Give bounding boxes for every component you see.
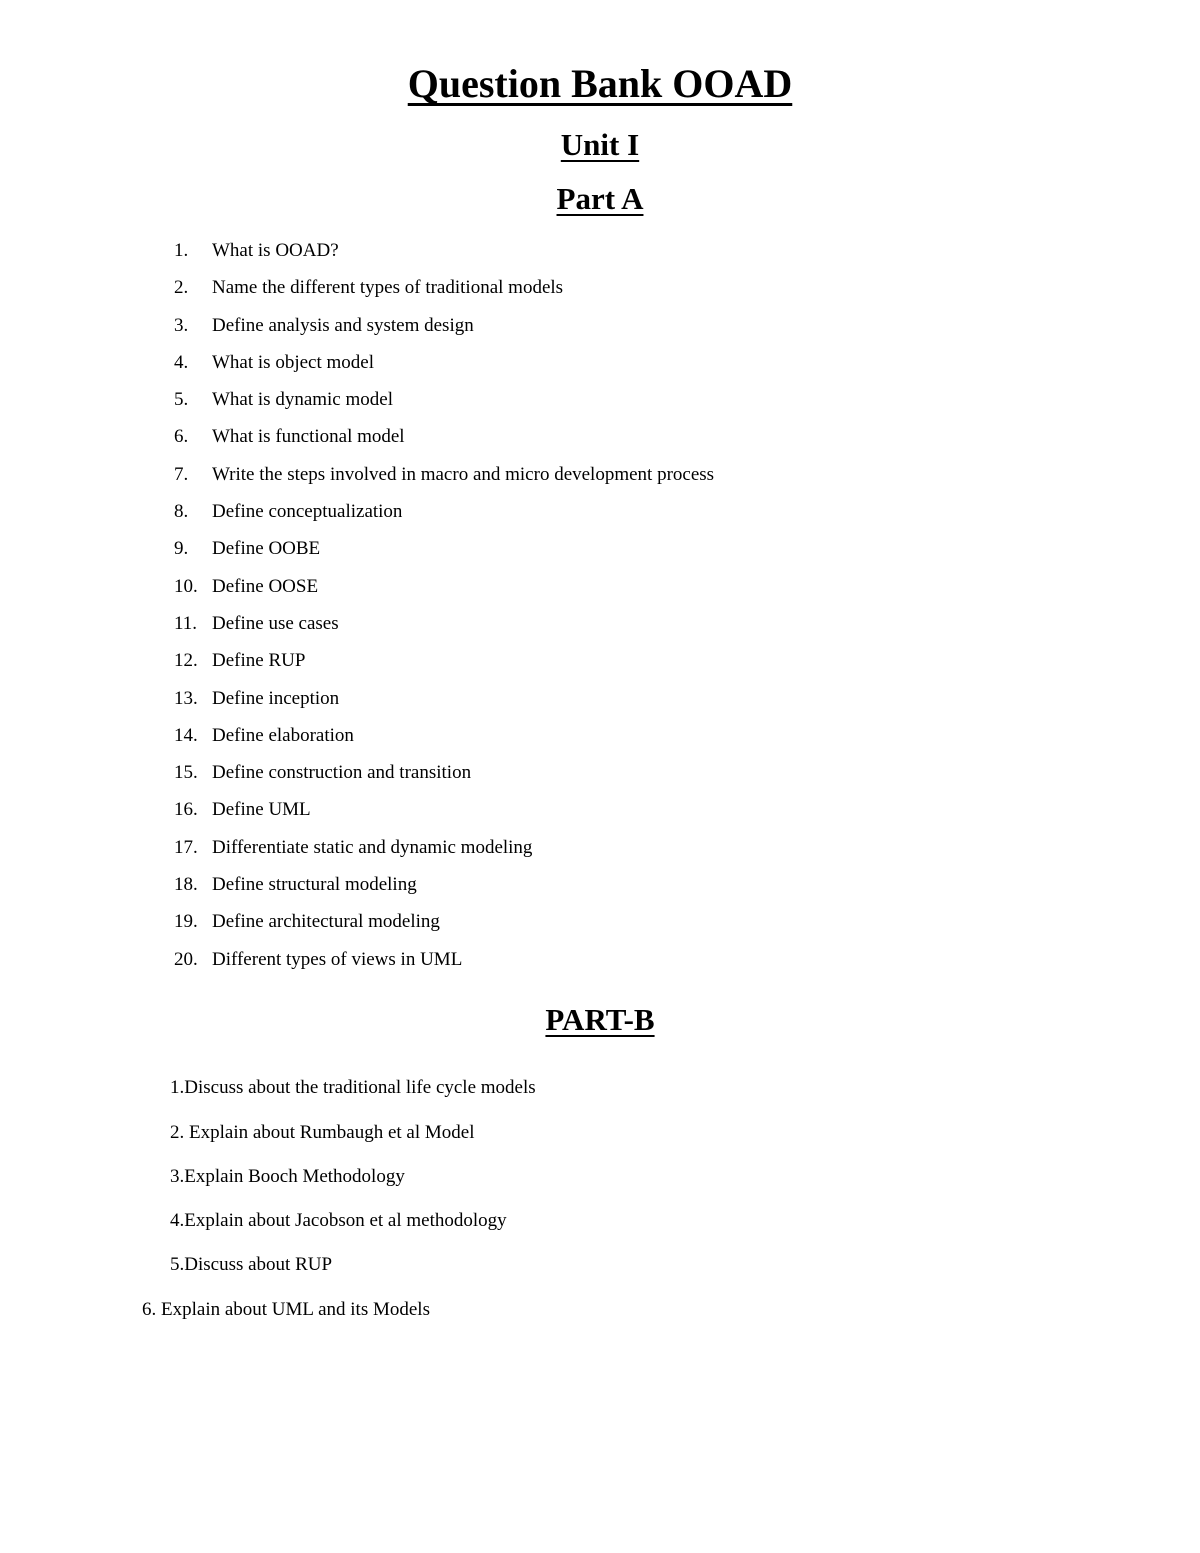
list-item [174, 647, 714, 684]
list-item [174, 573, 714, 610]
question-number: 19. [174, 911, 198, 933]
list-item [174, 349, 714, 386]
list-item [174, 274, 714, 311]
question-text: Define OOBE [212, 538, 321, 560]
question-number: 12. [174, 650, 198, 672]
question-number: 4. [174, 351, 189, 373]
question-number: 10. [174, 575, 198, 597]
list-item [174, 759, 714, 796]
question-number: 2. [174, 277, 189, 299]
list-item: 3.Explain Booch Methodology [170, 1166, 405, 1187]
question-number: 5. [174, 389, 189, 411]
part-a-question-list [174, 237, 714, 983]
list-item [174, 498, 714, 535]
list-item [174, 685, 714, 722]
list-item [174, 237, 714, 274]
question-text: Define OOSE [212, 575, 319, 597]
question-text: Define conceptualization [212, 501, 403, 523]
list-item [174, 312, 714, 349]
question-text: Define inception [212, 687, 340, 709]
list-item: 2. Explain about Rumbaugh et al Model [170, 1122, 475, 1143]
question-text: What is functional model [212, 426, 405, 448]
question-text: Write the steps involved in macro and micro development process [212, 463, 715, 485]
question-text: Define elaboration [212, 724, 354, 746]
question-text: Define architectural modeling [212, 911, 440, 933]
question-number: 20. [174, 948, 198, 970]
list-item: 5.Discuss about RUP [170, 1254, 333, 1275]
question-text: Name the different types of traditional models [212, 277, 564, 299]
part-a-heading: Part A [556, 181, 644, 216]
list-item [174, 386, 714, 423]
list-item [174, 722, 714, 759]
list-item [174, 871, 714, 908]
question-number: 1. [174, 240, 189, 261]
part-b-heading: PART-B [545, 1002, 655, 1037]
list-item [174, 423, 714, 460]
question-text: Define use cases [212, 612, 339, 634]
list-item: 6. Explain about UML and its Models [142, 1299, 430, 1320]
question-number: 8. [174, 501, 189, 523]
question-text: What is object model [212, 351, 374, 373]
question-number: 16. [174, 799, 198, 821]
question-number: 14. [174, 724, 198, 746]
question-text: Define structural modeling [212, 874, 417, 896]
question-number: 17. [174, 836, 198, 858]
list-item [174, 535, 714, 572]
question-number: 15. [174, 762, 198, 784]
page-title: Question Bank OOAD [407, 61, 793, 106]
list-item: 4.Explain about Jacobson et al methodology [170, 1210, 507, 1231]
list-item [174, 461, 714, 498]
question-number: 13. [174, 687, 198, 709]
list-item [174, 946, 714, 983]
question-text: Different types of views in UML [212, 948, 463, 970]
question-text: What is dynamic model [212, 389, 393, 411]
question-text: Differentiate static and dynamic modeling [212, 836, 533, 858]
list-item [174, 908, 714, 945]
list-item [174, 610, 714, 647]
question-number: 3. [174, 314, 189, 336]
question-text: Define UML [212, 799, 311, 821]
list-item: 1.Discuss about the traditional life cycle models [170, 1077, 536, 1098]
question-number: 6. [174, 426, 189, 448]
unit-heading: Unit I [560, 127, 640, 162]
question-number: 18. [174, 874, 198, 896]
list-item [174, 834, 714, 871]
question-text: What is OOAD? [212, 240, 339, 261]
question-text: Define construction and transition [212, 762, 472, 784]
question-number: 9. [174, 538, 189, 560]
question-text: Define analysis and system design [212, 314, 474, 336]
question-number: 7. [174, 463, 189, 485]
question-number: 11. [174, 612, 198, 634]
question-text: Define RUP [212, 650, 306, 672]
list-item [174, 796, 714, 833]
